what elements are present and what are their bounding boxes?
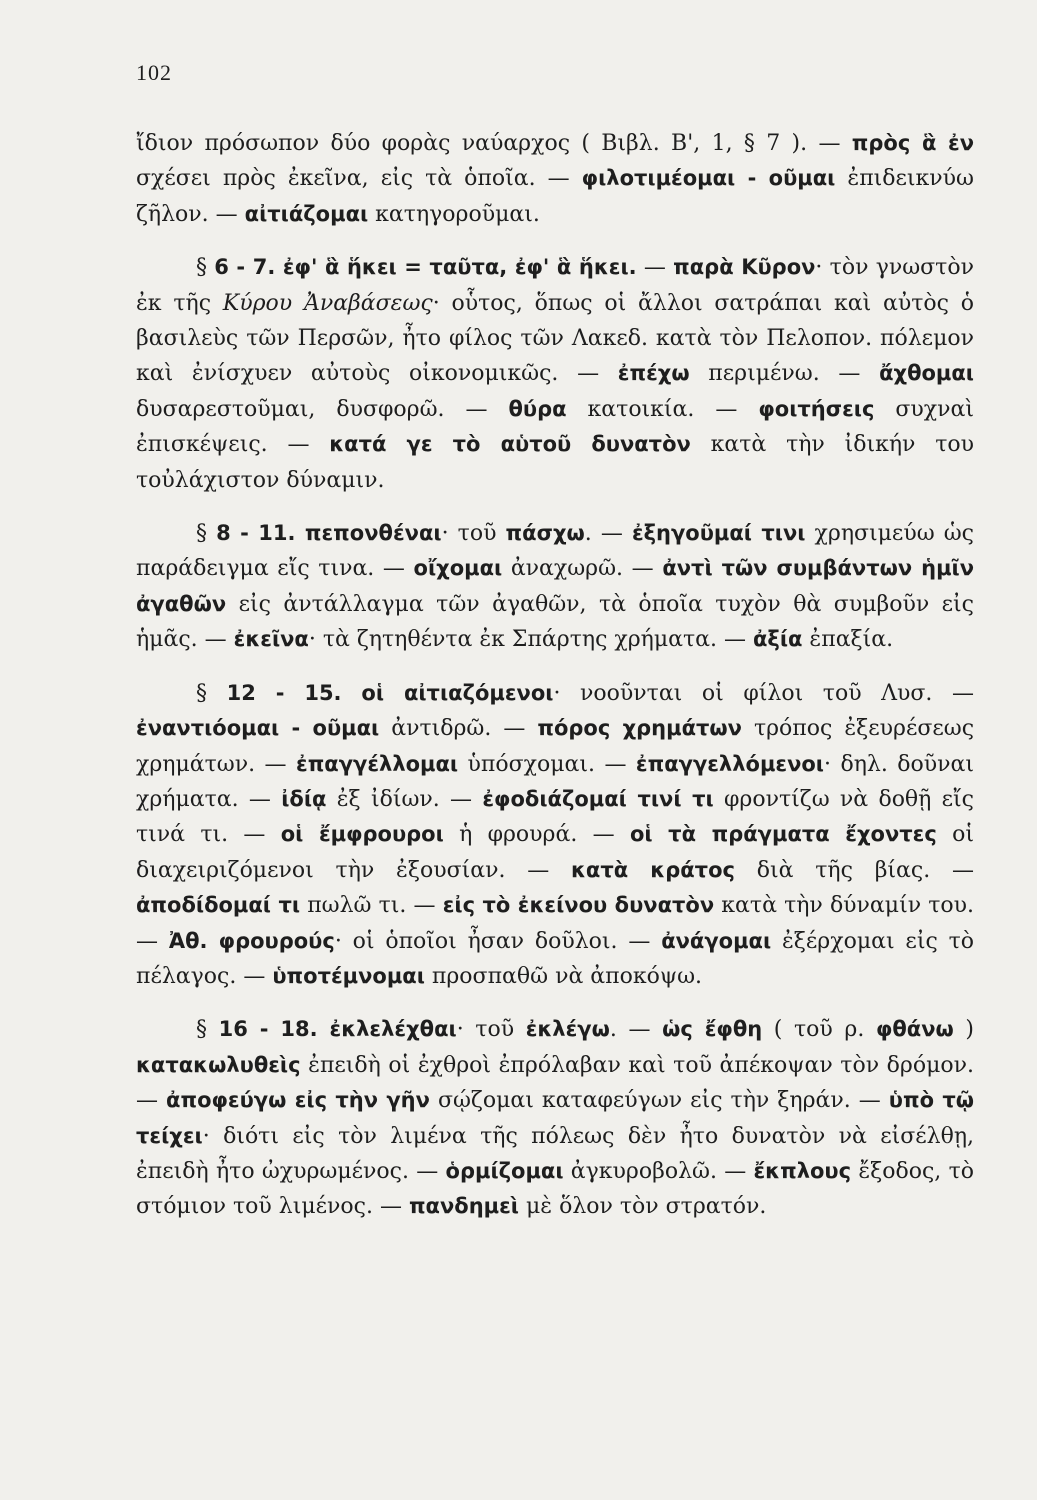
lemma-term: φθάνω xyxy=(875,1017,954,1042)
paragraph-0 xyxy=(136,126,974,232)
gloss-text: σχέσει πρὸς ἐκεῖνα, εἰς τὰ ὁποῖα. — xyxy=(136,166,582,192)
lemma-term: ἐφοδιάζομαί τινί τι xyxy=(482,786,714,811)
gloss-text: ἐπαξία. xyxy=(802,627,894,653)
lemma-term: ἀποδίδομαί τι xyxy=(136,893,301,918)
lemma-term: ἄχθομαι xyxy=(879,361,974,386)
lemma-term: πρὸς ἃ ἐν xyxy=(851,131,975,155)
lemma-term: ἰδίᾳ xyxy=(281,786,327,811)
lemma-term: παρὰ Κῦρον xyxy=(673,255,816,280)
lemma-term: πανδημεὶ xyxy=(408,1194,519,1219)
gloss-text: · οἱ ὁποῖοι ἦσαν δοῦλοι. — xyxy=(334,928,662,954)
gloss-text: φροντίζω νὰ δοθῇ εἴς τινά τι. — xyxy=(136,786,974,848)
paragraph-2 xyxy=(136,516,974,658)
lemma-term: ἐναντιόομαι - οῦμαι xyxy=(136,716,380,741)
commentary-text xyxy=(136,126,974,1225)
lemma-term: ὑποτέμνομαι xyxy=(272,963,425,988)
lemma-term: φοιτήσεις xyxy=(758,396,875,421)
gloss-text: εἰς ἀντάλλαγμα τῶν ἀγαθῶν, τὰ ὁποῖα τυχὸν θὰ συμβοῦν εἰς ἡμᾶς. — xyxy=(136,591,974,653)
gloss-text: · νοοῦνται οἱ φίλοι τοῦ Λυσ. — xyxy=(553,680,975,706)
lemma-term: ἐξηγοῦμαί τινι xyxy=(631,521,806,546)
gloss-text: · τὰ ζητηθέντα ἐκ Σπάρτης χρήματα. — xyxy=(308,627,753,653)
gloss-text: § xyxy=(196,255,215,281)
lemma-term: 12 - 15. οἱ αἰτιαζόμενοι xyxy=(226,680,554,705)
gloss-text: . — xyxy=(609,1017,663,1043)
lemma-term: ἀντὶ τῶν συμβάντων ἡμῖν ἀγαθῶν xyxy=(136,556,975,616)
gloss-text: κατὰ τὴν δύναμίν του. — xyxy=(136,893,975,954)
gloss-text: οἱ διαχειριζόμενοι τὴν ἐξουσίαν. — xyxy=(136,822,974,883)
gloss-text: περιμένω. — xyxy=(689,361,880,387)
lemma-term: ἀποφεύγω εἰς τὴν γῆν xyxy=(166,1088,430,1113)
lemma-term: ἔκπλους xyxy=(753,1158,852,1183)
paragraph-4 xyxy=(136,1012,974,1224)
lemma-term: 16 - 18. ἐκλελέχθαι xyxy=(218,1017,457,1042)
gloss-text: ὑπόσχομαι. — xyxy=(458,751,636,777)
gloss-text: · τοῦ xyxy=(441,521,506,547)
gloss-text: § xyxy=(196,1017,219,1043)
gloss-text: κατηγοροῦμαι. xyxy=(368,201,540,227)
gloss-text: · τὸν γνωστὸν ἐκ τῆς xyxy=(136,255,974,316)
lemma-term: εἰς τὸ ἐκείνου δυνατὸν xyxy=(442,893,715,918)
gloss-text: ἐξ ἰδίων. — xyxy=(326,786,483,812)
italic-reference: Κύρου Ἀναβάσεως xyxy=(222,290,433,316)
gloss-text: διὰ τῆς βίας. — xyxy=(734,857,974,883)
gloss-text: συχναὶ ἐπισκέψεις. — xyxy=(136,396,974,458)
lemma-term: ἐπαγγελλόμενοι xyxy=(635,751,824,776)
gloss-text: χρησιμεύω ὡς παράδειγμα εἴς τινα. — xyxy=(136,521,975,582)
lemma-term: κατακωλυθεὶς xyxy=(136,1052,301,1077)
lemma-term: ὁρμίζομαι xyxy=(445,1158,564,1183)
lemma-term: ὑπὸ τῷ τείχει xyxy=(136,1088,975,1148)
gloss-text: · τοῦ xyxy=(456,1017,526,1043)
gloss-text: · οὗτος, ὅπως οἱ ἄλλοι σατράπαι καὶ αὐτὸς ὁ βασιλεὺς τῶν Περσῶν, ἦτο φίλος τῶν Λακεδ. κατὰ τὸν Πελοπον. πόλεμον καὶ ἐνίσχυεν αὐτοὺς οἰκονομικῶς. — xyxy=(136,290,974,387)
lemma-term: θύρα xyxy=(508,396,567,421)
lemma-term: ἀνάγομαι xyxy=(661,928,772,953)
lemma-term: οἱ τὰ πράγματα ἔχοντες xyxy=(629,822,937,847)
lemma-term: κατὰ κράτος xyxy=(571,857,735,882)
lemma-term: πόρος χρημάτων xyxy=(537,716,742,741)
gloss-text: — xyxy=(636,255,674,281)
lemma-term: ἀξία xyxy=(752,627,803,652)
gloss-text: ) xyxy=(953,1017,974,1043)
lemma-term: ἐκεῖνα xyxy=(233,627,309,652)
lemma-term: φιλοτιμέομαι - οῦμαι xyxy=(581,166,836,191)
lemma-term: ἐπέχω xyxy=(617,361,690,386)
lemma-term: 8 - 11. πεπονθέναι xyxy=(216,521,442,546)
page-number: 102 xyxy=(136,60,172,85)
lemma-term: ὡς ἔφθη xyxy=(662,1017,763,1042)
gloss-text: ἐξέρχομαι εἰς τὸ πέλαγος. — xyxy=(136,928,975,989)
gloss-text: · δηλ. δοῦναι χρήματα. — xyxy=(136,751,974,812)
gloss-text: κατὰ τὴν ἰδικήν του τοὐλάχιστον δύναμιν. xyxy=(136,432,974,493)
gloss-text: ἀναχωρῶ. — xyxy=(502,556,663,582)
gloss-text: ἐπειδὴ οἱ ἐχθροὶ ἐπρόλαβαν καὶ τοῦ ἀπέκοψαν τὸν δρόμον. — xyxy=(136,1052,974,1114)
gloss-text: δυσαρεστοῦμαι, δυσφορῶ. — xyxy=(136,396,509,422)
gloss-text: μὲ ὅλον τὸν στρατόν. xyxy=(518,1194,767,1220)
gloss-text: . — xyxy=(584,521,632,547)
gloss-text: ἴδιον πρόσωπον δύο φορὰς ναύαρχος ( Βιβλ. Β', 1, § 7 ). — xyxy=(136,131,852,156)
paragraph-1 xyxy=(136,250,974,498)
paragraph-3 xyxy=(136,676,974,995)
lemma-term: 6 - 7. ἐφ' ἃ ἥκει = ταῦτα, ἐφ' ἃ ἥκει. xyxy=(214,255,637,280)
lemma-term: αἰτιάζομαι xyxy=(244,201,369,226)
gloss-text: προσπαθῶ νὰ ἀποκόψω. xyxy=(424,963,703,989)
lemma-term: οἴχομαι xyxy=(413,556,503,581)
gloss-text: πωλῶ τι. — xyxy=(300,893,443,919)
gloss-text: ( τοῦ ρ. xyxy=(762,1017,876,1043)
lemma-term: οἱ ἔμφρουροι xyxy=(280,822,444,847)
lemma-term: ἐπαγγέλλομαι xyxy=(296,751,459,776)
gloss-text: σῴζομαι καταφεύγων εἰς τὴν ξηράν. — xyxy=(429,1088,889,1114)
lemma-term: ἐκλέγω xyxy=(525,1017,610,1042)
gloss-text: · διότι εἰς τὸν λιμένα τῆς πόλεως δὲν ἦτο δυνατὸν νὰ εἰσέλθῃ, ἐπειδὴ ἦτο ὠχυρωμένος. — xyxy=(136,1123,974,1184)
gloss-text: ἡ φρουρά. — xyxy=(443,822,630,848)
lemma-term: Ἀθ. φρουρούς xyxy=(168,928,335,953)
gloss-text: ἀντιδρῶ. — xyxy=(379,716,538,742)
gloss-text: § xyxy=(196,680,227,706)
gloss-text: τρόπος ἐξευρέσεως χρημάτων. — xyxy=(136,716,975,777)
gloss-text: § xyxy=(196,521,217,547)
gloss-text: ἔξοδος, τὸ στόμιον τοῦ λιμένος. — xyxy=(136,1158,974,1220)
lemma-term: πάσχω xyxy=(505,521,585,546)
gloss-text: ἀγκυροβολῶ. — xyxy=(563,1158,754,1184)
lemma-term: κατά γε τὸ αὑτοῦ δυνατὸν xyxy=(329,432,691,457)
gloss-text: κατοικία. — xyxy=(566,396,759,422)
gloss-text: ἐπιδεικνύω ζῆλον. — xyxy=(136,166,974,227)
